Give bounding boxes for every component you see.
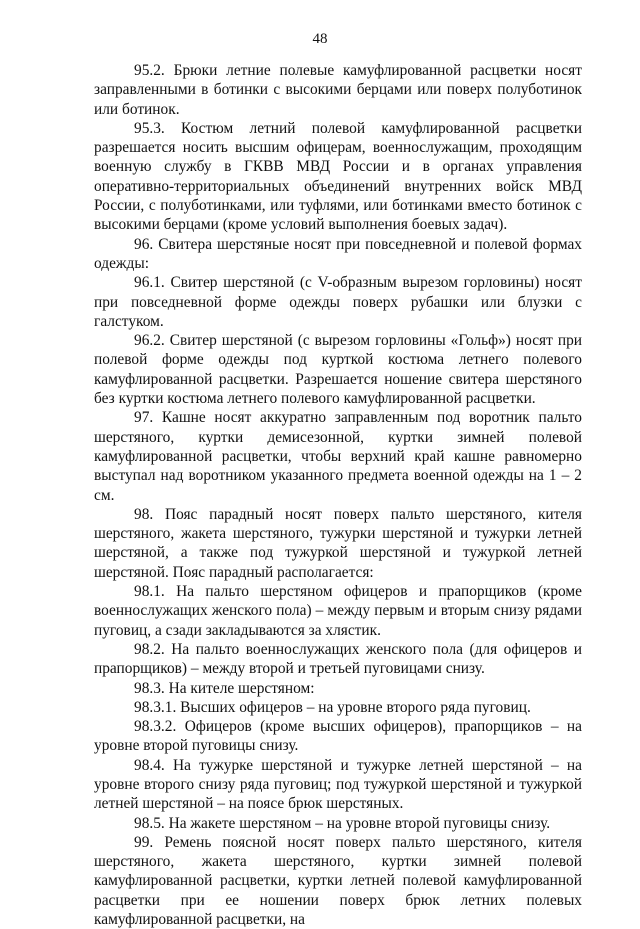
- paragraph-98-4: 98.4. На тужурке шерстяной и тужурке летней шерстяной – на уровне второго снизу ряда пуговиц; под тужуркой шерстяной и тужуркой летней шерстяной – на поясе брюк шерстяных.: [94, 756, 582, 813]
- paragraph-98-5: 98.5. На жакете шерстяном – на уровне второй пуговицы снизу.: [134, 814, 551, 832]
- document-body: [94, 61, 582, 929]
- paragraph-96: 96. Свитера шерстяные носят при повседневной и полевой формах одежды:: [94, 235, 582, 272]
- paragraph-98-1: 98.1. На пальто шерстяном офицеров и прапорщиков (кроме военнослужащих женского пола) – между первым и вторым снизу рядами пуговиц, а сзади закладываются за хлястик.: [94, 583, 582, 639]
- paragraph-98-3: 98.3. На кителе шерстяном:: [134, 679, 315, 697]
- paragraph-95-3: 95.3. Костюм летний полевой камуфлированной расцветки разрешается носить высшим офицерам, военнослужащим, проходящим военную службу в ГКВВ МВД России и в органах управления оперативно-территориальных объединений внутренних войск МВД России, с полуботинками, или туфлями, или ботинками вместо ботинок с высокими берцами (кроме условий выполнения боевых задач).: [94, 119, 582, 234]
- paragraph-98-3-2: 98.3.2. Офицеров (кроме высших офицеров), прапорщиков – на уровне второй пуговицы снизу.: [94, 718, 582, 755]
- paragraph-98: 98. Пояс парадный носят поверх пальто шерстяного, кителя шерстяного, жакета шерстяного, тужурки шерстяной и тужурки летней шерстяной, а также под тужуркой шерстяной и тужуркой летней шерстяной. Пояс парадный располагается:: [94, 505, 582, 581]
- paragraph-96-1: 96.1. Свитер шерстяной (с V-образным вырезом горловины) носят при повседневной форме одежды поверх рубашки или блузки с галстуком.: [94, 274, 582, 330]
- paragraph-98-3-1: 98.3.1. Высших офицеров – на уровне второго ряда пуговиц.: [134, 698, 531, 716]
- paragraph-96-2: 96.2. Свитер шерстяной (с вырезом горловины «Гольф») носят при полевой форме одежды под курткой костюма летнего полевого камуфлированной расцветки. Разрешается ношение свитера шерстяного без куртки костюма летнего полевого камуфлированной расцветки.: [94, 332, 582, 408]
- page-number: 48: [312, 31, 328, 47]
- paragraph-98-2: 98.2. На пальто военнослужащих женского пола (для офицеров и прапорщиков) – между второй и третьей пуговицами снизу.: [94, 640, 582, 678]
- paragraph-97: 97. Кашне носят аккуратно заправленным под воротник пальто шерстяного, куртки демисезонной, куртки зимней полевой камуфлированной расцветки, чтобы верхний край кашне равномерно выступал над воротником указанного предмета военной одежды на 1 – 2 см.: [94, 409, 582, 504]
- paragraph-95-2: 95.2. Брюки летние полевые камуфлированной расцветки носят заправленными в ботинки с высокими берцами или поверх полуботинок или ботинок.: [94, 62, 582, 118]
- paragraph-99: 99. Ремень поясной носят поверх пальто шерстяного, кителя шерстяного, жакета шерстяного, куртки зимней полевой камуфлированной расцветки, куртки летней полевой камуфлированной расцветки при ее ношении поверх брюк летних полевых камуфлированной расцветки, на: [94, 833, 582, 929]
